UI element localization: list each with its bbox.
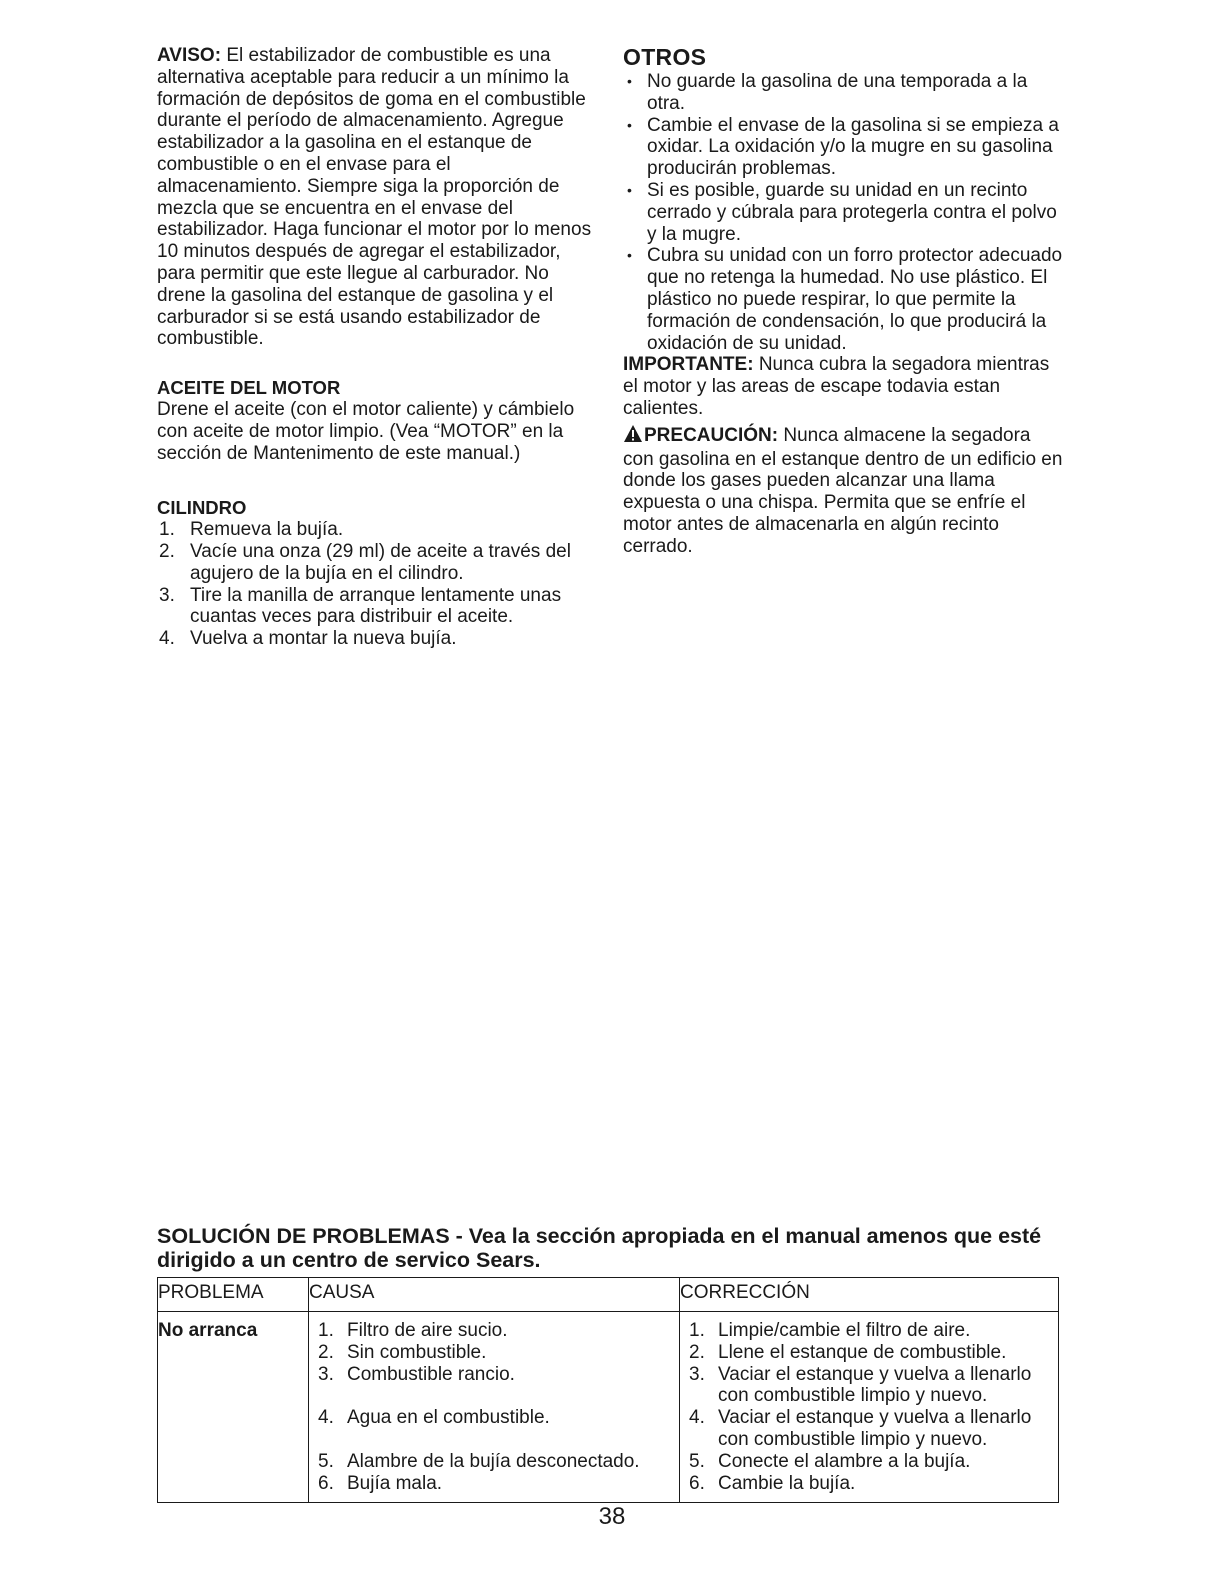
step-text: Vuelva a montar la nueva bujía. bbox=[190, 628, 457, 650]
correction-number: 3. bbox=[689, 1363, 705, 1385]
otros-heading: OTROS bbox=[623, 44, 707, 70]
spacer bbox=[309, 1429, 679, 1451]
aviso-label: AVISO: bbox=[157, 45, 222, 66]
cause-text: Bujía mala. bbox=[347, 1472, 443, 1494]
cause-item bbox=[309, 1451, 679, 1473]
spacer bbox=[309, 1385, 679, 1407]
correction-item bbox=[680, 1407, 1058, 1451]
otros-item: • Cambie el envase de la gasolina si se empieza a oxidar. La oxidación y/o la mugre en su gasolina producirán problemas. bbox=[623, 115, 1063, 180]
correction-number: 1. bbox=[689, 1320, 705, 1341]
problem-cell: No arranca bbox=[158, 1312, 309, 1503]
step-number: 1. bbox=[159, 519, 175, 541]
cilindro-heading: CILINDRO bbox=[157, 497, 247, 519]
cilindro-step bbox=[157, 628, 597, 650]
cause-text: Filtro de aire sucio. bbox=[347, 1320, 508, 1341]
aceite-heading: ACEITE DEL MOTOR bbox=[157, 377, 341, 399]
correction-text: Conecte el alambre a la bujía. bbox=[718, 1450, 971, 1472]
cause-number: 3. bbox=[318, 1363, 334, 1385]
correction-text: Vaciar el estanque y vuelva a llenarlo con combustible limpio y nuevo. bbox=[718, 1407, 1032, 1450]
step-number: 4. bbox=[159, 628, 175, 650]
precaucion-paragraph bbox=[623, 424, 1063, 558]
importante-paragraph bbox=[623, 354, 1063, 419]
correction-number: 6. bbox=[689, 1472, 705, 1494]
correction-number: 2. bbox=[689, 1341, 705, 1363]
cilindro-steps bbox=[157, 519, 597, 650]
correction-item bbox=[680, 1364, 1058, 1408]
correction-item bbox=[680, 1320, 1058, 1342]
otros-item: • No guarde la gasolina de una temporada a la otra. bbox=[623, 71, 1063, 115]
cause-text: Agua en el combustible. bbox=[347, 1407, 550, 1429]
otros-item: • Si es posible, guarde su unidad en un recinto cerrado y cúbrala para protegerla contra el polvo y la mugre. bbox=[623, 180, 1063, 245]
step-number: 3. bbox=[159, 584, 175, 606]
importante-text: Nunca cubra la segadora mientras el motor y las areas de escape todavia estan calientes. bbox=[623, 354, 1050, 419]
otros-list bbox=[623, 71, 1063, 354]
header-cause: CAUSA bbox=[309, 1278, 680, 1312]
cause-text: Sin combustible. bbox=[347, 1341, 487, 1363]
precaucion-text: Nunca almacene la segadora con gasolina en el estanque dentro de un edificio en donde los gases pueden alcanzar una llama expuesta o una chispa. Permita que se enfríe el motor antes de almacenarla en algún recinto cerrado. bbox=[623, 424, 1063, 557]
correction-text: Vaciar el estanque y vuelva a llenarlo con combustible limpio y nuevo. bbox=[718, 1363, 1032, 1407]
cilindro-step bbox=[157, 541, 597, 585]
cause-number: 1. bbox=[318, 1320, 334, 1341]
correction-item bbox=[680, 1451, 1058, 1473]
cause-item bbox=[309, 1407, 679, 1429]
cause-number: 4. bbox=[318, 1407, 334, 1429]
troubleshooting-table bbox=[157, 1277, 1059, 1503]
step-text: Tire la manilla de arranque lentamente unas cuantas veces para distribuir el aceite. bbox=[190, 584, 562, 628]
left-column bbox=[157, 45, 597, 650]
correction-item bbox=[680, 1342, 1058, 1364]
troubleshooting-title: SOLUCIÓN DE PROBLEMAS - Vea la sección apropiada en el manual amenos que esté dirigido a un centro de servico Sears. bbox=[157, 1224, 1042, 1272]
aviso-paragraph bbox=[157, 45, 597, 350]
correction-text: Llene el estanque de combustible. bbox=[718, 1341, 1007, 1363]
correction-item bbox=[680, 1473, 1058, 1495]
correction-number: 4. bbox=[689, 1407, 705, 1429]
cause-number: 6. bbox=[318, 1472, 334, 1494]
step-text: Remueva la bujía. bbox=[190, 519, 344, 541]
page-number: 38 bbox=[598, 1503, 626, 1530]
cause-item bbox=[309, 1320, 679, 1342]
right-column bbox=[623, 45, 1063, 558]
table-header-row bbox=[158, 1278, 1059, 1312]
cilindro-step bbox=[157, 585, 597, 629]
otros-item: • Cubra su unidad con un forro protector adecuado que no retenga la humedad. No use plástico. El plástico no puede respirar, lo que permite la formación de condensación, lo que producirá la oxidación de su unidad. bbox=[623, 245, 1063, 354]
aceite-text: Drene el aceite (con el motor caliente) y cámbielo con aceite de motor limpio. (Vea “MOTOR” en la sección de Mantenimento de este manual.) bbox=[157, 398, 575, 464]
cause-text: Alambre de la bujía desconectado. bbox=[347, 1450, 640, 1472]
correction-number: 5. bbox=[689, 1450, 705, 1472]
table-row bbox=[158, 1312, 1059, 1503]
step-number: 2. bbox=[159, 540, 175, 562]
cause-text: Combustible rancio. bbox=[347, 1363, 515, 1385]
cause-item bbox=[309, 1473, 679, 1495]
cause-item bbox=[309, 1364, 679, 1386]
aviso-text: El estabilizador de combustible es una alternativa aceptable para reducir a un mínimo la formación de depósitos de goma en el combustible durante el período de almacenamiento. Agregue estabilizador a la gasolina en el estanque de combustible o en el envase para el almacenamiento. Siempre siga la proporción de mezcla que se encuentra en el envase del estabilizador. Haga funcionar el motor por lo menos 10 minutos después de agregar el estabilizador, para permitir que este llegue al carburador. No drene la gasolina del estanque de gasolina y el carburador si se está usando estabilizador de combustible. bbox=[157, 45, 592, 350]
precaucion-label: PRECAUCIÓN: bbox=[644, 424, 779, 446]
correction-text: Cambie la bujía. bbox=[718, 1472, 856, 1494]
header-problem: PROBLEMA bbox=[158, 1278, 309, 1312]
cause-number: 5. bbox=[318, 1450, 334, 1472]
warning-triangle-icon bbox=[623, 424, 643, 449]
correction-cell bbox=[680, 1312, 1059, 1503]
cause-item bbox=[309, 1342, 679, 1364]
cilindro-step bbox=[157, 519, 597, 541]
header-correction: CORRECCIÓN bbox=[680, 1278, 1059, 1312]
cause-number: 2. bbox=[318, 1341, 334, 1363]
step-text: Vacíe una onza (29 ml) de aceite a través del agujero de la bujía en el cilindro. bbox=[190, 540, 571, 584]
correction-text: Limpie/cambie el filtro de aire. bbox=[718, 1320, 971, 1341]
cause-cell bbox=[309, 1312, 680, 1503]
importante-label: IMPORTANTE: bbox=[623, 354, 754, 376]
